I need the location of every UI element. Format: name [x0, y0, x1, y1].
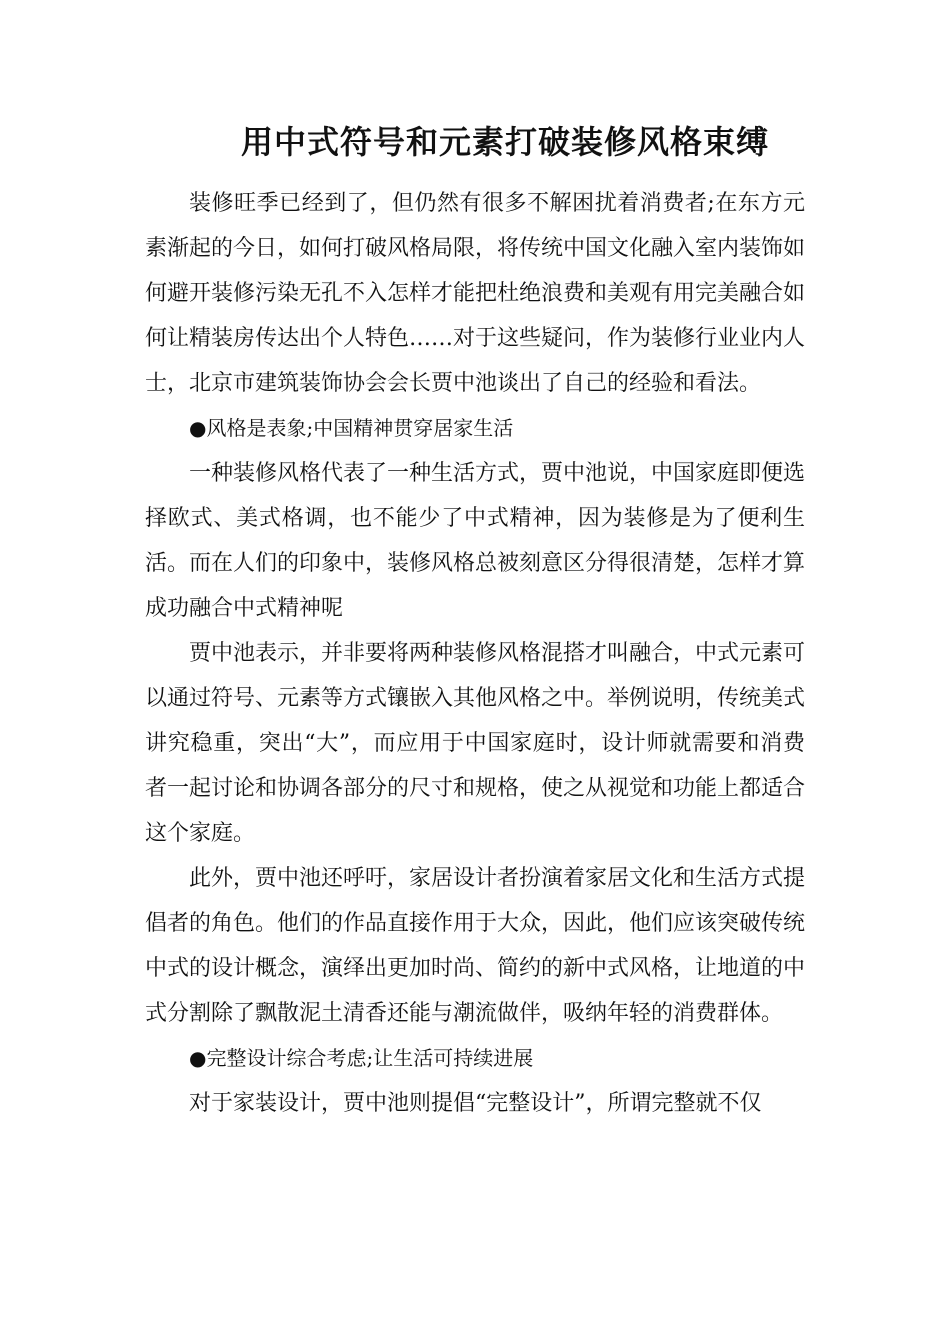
section-heading-complete-design: ●完整设计综合考虑;让生活可持续进展: [189, 1046, 534, 1070]
paragraph-lifestyle: 一种装修风格代表了一种生活方式，贾中池说，中国家庭即便选择欧式、美式格调，也不能少了中式精神，因为装修是为了便利生活。而在人们的印象中，装修风格总被刻意区分得很清楚，怎样才算成功融合中式精神呢: [145, 461, 806, 621]
document-body: [145, 181, 805, 1126]
document-title: 用中式符号和元素打破装修风格束缚: [240, 123, 769, 161]
paragraph-designers: 此外，贾中池还呼吁，家居设计者扮演着家居文化和生活方式提倡者的角色。他们的作品直接作用于大众，因此，他们应该突破传统中式的设计概念，演绎出更加时尚、简约的新中式风格，让地道的中式分割除了飘散泥土清香还能与潮流做伴，吸纳年轻的消费群体。: [145, 866, 806, 1026]
paragraph-fusion: 贾中池表示，并非要将两种装修风格混搭才叫融合，中式元素可以通过符号、元素等方式镶嵌入其他风格之中。举例说明，传统美式讲究稳重，突出“大”，而应用于中国家庭时，设计师就需要和消费者一起讨论和协调各部分的尺寸和规格，使之从视觉和功能上都适合这个家庭。: [145, 641, 806, 846]
section-heading-style: ●风格是表象;中国精神贯穿居家生活: [189, 416, 514, 440]
paragraph-complete-design: 对于家装设计，贾中池则提倡“完整设计”，所谓完整就不仅: [189, 1091, 762, 1116]
paragraph-intro: 装修旺季已经到了，但仍然有很多不解困扰着消费者;在东方元素渐起的今日，如何打破风格局限，将传统中国文化融入室内装饰如何避开装修污染无孔不入怎样才能把杜绝浪费和美观有用完美融合如何让精装房传达出个人特色……对于这些疑问，作为装修行业业内人士，北京市建筑装饰协会会长贾中池谈出了自己的经验和看法。: [145, 191, 806, 396]
